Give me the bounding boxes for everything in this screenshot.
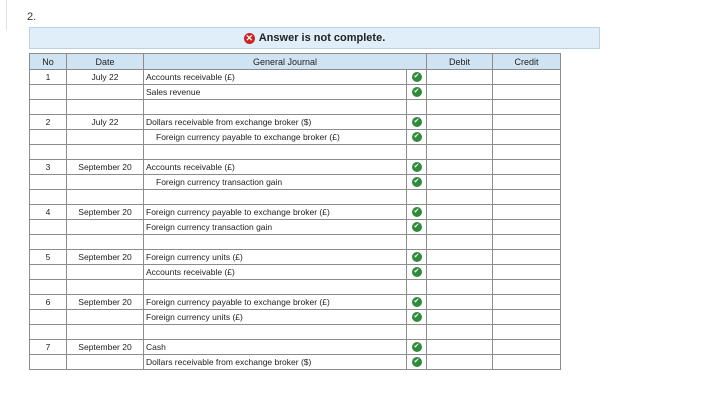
check-cell: [407, 160, 427, 175]
entry-date: [67, 220, 144, 235]
empty-cell: [144, 100, 407, 115]
table-row: [30, 310, 561, 325]
spacer-row: [30, 100, 561, 115]
table-row: [30, 295, 561, 310]
empty-cell: [67, 325, 144, 340]
empty-cell: [144, 145, 407, 160]
entry-number: [30, 85, 67, 100]
table-row: [30, 220, 561, 235]
account-field[interactable]: Foreign currency payable to exchange broker (£): [144, 205, 407, 220]
header-row: [30, 54, 561, 70]
check-cell: [407, 250, 427, 265]
entry-number: 7: [30, 340, 67, 355]
credit-field[interactable]: [493, 115, 561, 130]
credit-field[interactable]: [493, 295, 561, 310]
entry-number: 5: [30, 250, 67, 265]
empty-cell: [493, 190, 561, 205]
empty-cell: [407, 145, 427, 160]
empty-cell: [493, 325, 561, 340]
entry-number: [30, 355, 67, 370]
account-field[interactable]: Accounts receivable (£): [144, 70, 407, 85]
entry-date: [67, 265, 144, 280]
credit-field[interactable]: [493, 355, 561, 370]
debit-field[interactable]: [427, 310, 493, 325]
general-journal-table: [29, 53, 561, 370]
check-circle-icon: ✔: [412, 342, 422, 352]
empty-cell: [427, 280, 493, 295]
credit-field[interactable]: [493, 310, 561, 325]
credit-field[interactable]: [493, 70, 561, 85]
empty-cell: [493, 235, 561, 250]
check-circle-icon: ✔: [412, 117, 422, 127]
answer-status-text: Answer is not complete.: [258, 32, 386, 44]
empty-cell: [144, 325, 407, 340]
empty-cell: [407, 190, 427, 205]
check-cell: [407, 85, 427, 100]
table-row: [30, 175, 561, 190]
empty-cell: [407, 280, 427, 295]
check-circle-icon: ✔: [412, 357, 422, 367]
entry-number: 3: [30, 160, 67, 175]
account-field[interactable]: Dollars receivable from exchange broker ($): [144, 115, 407, 130]
account-field[interactable]: Foreign currency units (£): [144, 250, 407, 265]
debit-field[interactable]: [427, 220, 493, 235]
x-circle-icon: ✕: [245, 32, 253, 43]
empty-cell: [67, 100, 144, 115]
table-row: [30, 160, 561, 175]
debit-field[interactable]: [427, 340, 493, 355]
empty-cell: [407, 100, 427, 115]
check-cell: [407, 310, 427, 325]
debit-field[interactable]: [427, 115, 493, 130]
check-circle-icon: ✔: [412, 132, 422, 142]
check-cell: [407, 115, 427, 130]
account-field[interactable]: Accounts receivable (£): [144, 160, 407, 175]
check-circle-icon: ✔: [412, 177, 422, 187]
entry-date: July 22: [67, 115, 144, 130]
table-row: [30, 250, 561, 265]
table-row: [30, 85, 561, 100]
entry-number: 4: [30, 205, 67, 220]
debit-field[interactable]: [427, 355, 493, 370]
check-circle-icon: ✔: [412, 207, 422, 217]
debit-field[interactable]: [427, 175, 493, 190]
check-circle-icon: ✔: [412, 312, 422, 322]
header-general-journal: General Journal: [144, 54, 427, 70]
check-cell: [407, 265, 427, 280]
entry-date: [67, 175, 144, 190]
header-credit: Credit: [493, 54, 561, 70]
question-number: 2.: [27, 11, 37, 23]
header-debit: Debit: [427, 54, 493, 70]
entry-number: 2: [30, 115, 67, 130]
entry-date: [67, 85, 144, 100]
entry-date: [67, 310, 144, 325]
header-date: Date: [67, 54, 144, 70]
empty-cell: [144, 280, 407, 295]
entry-number: [30, 175, 67, 190]
check-cell: [407, 220, 427, 235]
spacer-row: [30, 235, 561, 250]
empty-cell: [144, 190, 407, 205]
empty-cell: [144, 235, 407, 250]
debit-field[interactable]: [427, 265, 493, 280]
entry-number: [30, 130, 67, 145]
debit-field[interactable]: [427, 130, 493, 145]
account-field[interactable]: Sales revenue: [144, 85, 407, 100]
empty-cell: [493, 100, 561, 115]
entry-date: [67, 355, 144, 370]
empty-cell: [67, 145, 144, 160]
account-field[interactable]: Dollars receivable from exchange broker ($): [144, 355, 407, 370]
entry-date: September 20: [67, 160, 144, 175]
empty-cell: [427, 190, 493, 205]
check-cell: [407, 295, 427, 310]
entry-date: September 20: [67, 205, 144, 220]
credit-field[interactable]: [493, 130, 561, 145]
left-divider: [0, 0, 7, 30]
entry-date: September 20: [67, 295, 144, 310]
table-row: [30, 355, 561, 370]
account-field[interactable]: Foreign currency transaction gain: [144, 220, 407, 235]
check-circle-icon: ✔: [412, 297, 422, 307]
credit-field[interactable]: [493, 85, 561, 100]
spacer-row: [30, 325, 561, 340]
table-row: [30, 70, 561, 85]
check-circle-icon: ✔: [412, 252, 422, 262]
empty-cell: [427, 100, 493, 115]
table-row: [30, 130, 561, 145]
credit-field[interactable]: [493, 220, 561, 235]
credit-field[interactable]: [493, 265, 561, 280]
table-row: [30, 265, 561, 280]
check-cell: [407, 130, 427, 145]
account-field[interactable]: Foreign currency payable to exchange broker (£): [144, 295, 407, 310]
credit-field[interactable]: [493, 340, 561, 355]
check-circle-icon: ✔: [412, 222, 422, 232]
check-circle-icon: ✔: [412, 267, 422, 277]
empty-cell: [427, 235, 493, 250]
empty-cell: [427, 325, 493, 340]
empty-cell: [30, 235, 67, 250]
empty-cell: [67, 280, 144, 295]
credit-field[interactable]: [493, 175, 561, 190]
account-field[interactable]: Foreign currency payable to exchange broker (£): [144, 130, 407, 145]
spacer-row: [30, 280, 561, 295]
debit-field[interactable]: [427, 85, 493, 100]
entry-number: [30, 265, 67, 280]
entry-date: September 20: [67, 340, 144, 355]
empty-cell: [407, 325, 427, 340]
entry-number: [30, 310, 67, 325]
debit-field[interactable]: [427, 250, 493, 265]
debit-field[interactable]: [427, 160, 493, 175]
entry-date: [67, 130, 144, 145]
empty-cell: [30, 190, 67, 205]
empty-cell: [493, 280, 561, 295]
account-field[interactable]: Foreign currency units (£): [144, 310, 407, 325]
empty-cell: [30, 145, 67, 160]
entry-date: July 22: [67, 70, 144, 85]
empty-cell: [67, 235, 144, 250]
credit-field[interactable]: [493, 160, 561, 175]
empty-cell: [30, 100, 67, 115]
empty-cell: [30, 325, 67, 340]
table-row: [30, 205, 561, 220]
entry-number: 1: [30, 70, 67, 85]
empty-cell: [427, 145, 493, 160]
table-row: [30, 340, 561, 355]
account-field[interactable]: Cash: [144, 340, 407, 355]
debit-field[interactable]: [427, 70, 493, 85]
debit-field[interactable]: [427, 205, 493, 220]
entry-number: [30, 220, 67, 235]
check-circle-icon: ✔: [412, 162, 422, 172]
account-field[interactable]: Accounts receivable (£): [144, 265, 407, 280]
credit-field[interactable]: [493, 205, 561, 220]
header-no: No: [30, 54, 67, 70]
check-cell: [407, 70, 427, 85]
account-field[interactable]: Foreign currency transaction gain: [144, 175, 407, 190]
empty-cell: [493, 145, 561, 160]
check-cell: [407, 175, 427, 190]
table-row: [30, 115, 561, 130]
check-cell: [407, 355, 427, 370]
check-cell: [407, 205, 427, 220]
check-cell: [407, 340, 427, 355]
check-circle-icon: ✔: [412, 72, 422, 82]
entry-number: 6: [30, 295, 67, 310]
answer-status-banner: [29, 27, 600, 49]
credit-field[interactable]: [493, 250, 561, 265]
check-circle-icon: ✔: [412, 87, 422, 97]
empty-cell: [407, 235, 427, 250]
entry-date: September 20: [67, 250, 144, 265]
spacer-row: [30, 145, 561, 160]
spacer-row: [30, 190, 561, 205]
empty-cell: [30, 280, 67, 295]
empty-cell: [67, 190, 144, 205]
debit-field[interactable]: [427, 295, 493, 310]
